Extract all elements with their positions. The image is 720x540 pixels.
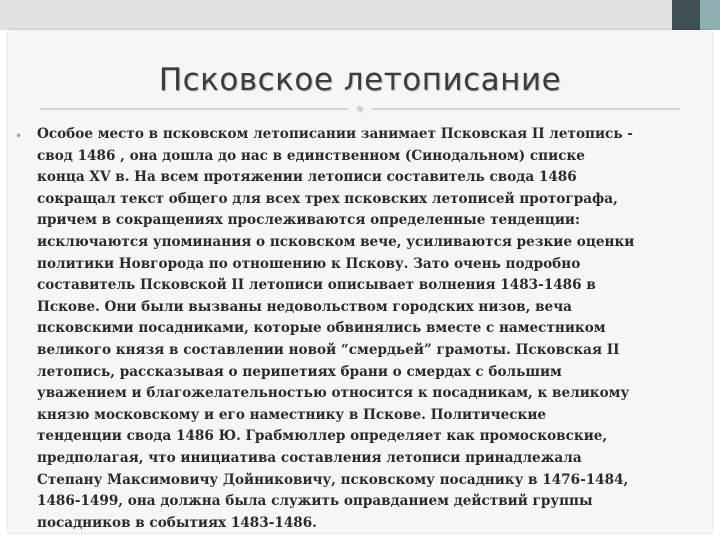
- body-line: псковскими посадниками, которые обвинялись вместе с наместником: [37, 320, 606, 337]
- slide-title: Псковское летописание: [158, 62, 562, 98]
- body-line: политики Новгорода по отношению к Пскову. Зато очень подробно: [37, 255, 581, 272]
- body-line: летопись, рассказывая о перипетиях брани о смердах с большим: [37, 363, 562, 380]
- divider-ornament: [348, 105, 372, 113]
- body-line: 1486-1499, она должна была служить оправданием действий группы: [37, 493, 593, 510]
- bullet-icon: •: [15, 129, 23, 143]
- body-line: причем в сокращениях прослеживаются определенные тенденции:: [37, 212, 581, 229]
- body-line: Пскове. Они были вызваны недовольством городских низов, веча: [37, 298, 572, 315]
- body-line: сокращал текст общего для всех трех псковских летописей протографа,: [37, 190, 618, 207]
- body-line: уважением и благожелательностью относится к посадникам, к великому: [37, 385, 630, 402]
- top-decorative-band: [0, 0, 720, 30]
- corner-dark-block: [672, 0, 700, 30]
- body-line: тенденции свода 1486 Ю. Грабмюллер определяет как промосковские,: [37, 428, 608, 445]
- body-line: исключаются упоминания о псковском вече, усиливаются резкие оценки: [37, 233, 635, 250]
- body-line: свод 1486 , она дошла до нас в единственном (Синодальном) списке: [37, 147, 585, 164]
- body-line: Особое место в псковском летописании занимает Псковская II летопись -: [37, 126, 633, 142]
- body-line: Степану Максимовичу Дойниковичу, псковскому посаднику в 1476-1484,: [37, 471, 629, 488]
- body-line: великого князя в составлении новой “смердьей” грамоты. Псковская II: [37, 341, 620, 358]
- body-line: конца XV в. На всем протяжении летописи составитель свода 1486: [37, 169, 577, 186]
- body-line: составитель Псковской II летописи описывает волнения 1483-1486 в: [37, 277, 596, 294]
- body-paragraph: [37, 124, 713, 534]
- body-line: посадников в событиях 1483-1486.: [37, 514, 317, 531]
- body-line: предполагая, что инициатива составления летописи принадлежала: [37, 449, 582, 466]
- body-line: князю московскому и его наместнику в Пскове. Политические: [37, 406, 547, 423]
- corner-light-block: [700, 0, 720, 30]
